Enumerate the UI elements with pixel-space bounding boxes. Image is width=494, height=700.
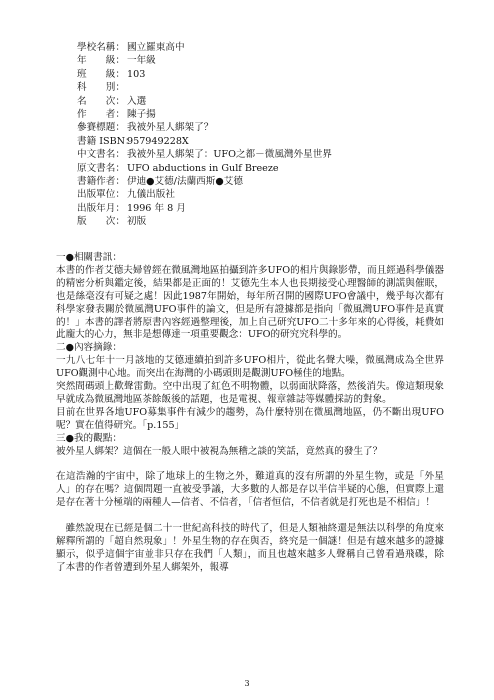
- meta-label: 作 者：: [77, 108, 125, 120]
- meta-row: [77, 188, 437, 201]
- body-paragraph: 三●我的觀點：: [56, 432, 122, 444]
- meta-label: 出版單位：: [77, 189, 125, 201]
- meta-row: [77, 148, 437, 161]
- meta-value: 我被外星人綁架了？: [127, 122, 214, 134]
- meta-label: 班 級：: [77, 68, 125, 80]
- meta-value: 陳子揚: [127, 108, 156, 120]
- body-paragraph: 本書的作者艾德夫婦曾經在微風灣地區拍攝到許多UFO的相片與錄影帶，而且經過科學儀器的精密分析與鑑定後，結果都是正面的！艾德先生本人也長期接受心理醫師的測謊與催眠，也是絲毫沒有可疑之處！因此1987年開始，每年所召開的國際UFO會議中，幾乎每次都有科學家發表關於微風灣UFO事件的論文，但是所有證據都是指向「微風灣UFO事件是真實的！」本書的譯者將原書內容經過整理後，加上自己研究UFO二十多年來的心得後，耗費如此龐大的心力，無非是想傳達一項重要觀念：UFO的研究究科學的。: [56, 264, 444, 341]
- meta-label: 版 次：: [77, 216, 125, 228]
- meta-row: [77, 68, 437, 81]
- meta-value: 伊迪●艾德/法蘭西斯●艾德: [127, 175, 243, 187]
- meta-label: 原文書名：: [77, 162, 125, 174]
- meta-value: 國立羅東高中: [127, 42, 185, 53]
- meta-value: 1996 年 8 月: [127, 202, 186, 214]
- meta-row: [77, 162, 437, 175]
- meta-value: 入選: [127, 95, 147, 107]
- body-paragraph: 一●相關書訊：: [56, 252, 122, 263]
- meta-row: [77, 54, 437, 67]
- meta-value: 957949228X: [127, 135, 189, 147]
- meta-row: [77, 215, 437, 228]
- meta-label: 年 級：: [77, 55, 125, 67]
- entry-metadata: [77, 41, 437, 228]
- meta-label: 書籍 ISBN：: [77, 135, 135, 147]
- meta-label: 書籍作者：: [77, 175, 125, 187]
- meta-row: [77, 108, 437, 121]
- meta-value: 一年級: [127, 55, 156, 67]
- body-paragraph: 突然間碼頭上歡聲雷動。空中出現了紅色不明物體，以弱面狀降落，然後消失。像這類現象早就成為微風灣地區茶餘飯後的話題，也是電視、報章雜誌等媒體採訪的對象。: [56, 381, 444, 405]
- meta-row: [77, 135, 437, 148]
- meta-value: UFO abductions in Gulf Breeze: [127, 162, 279, 174]
- body-paragraph: 目前在世界各地UFO募集事件有減少的趨勢，為什麼特別在微風灣地區，仍不斷出現UFO呢？實在值得研究。「p.155」: [56, 406, 444, 431]
- meta-value: 103: [127, 68, 146, 80]
- report-body: [56, 252, 444, 575]
- meta-value: 初版: [127, 216, 147, 228]
- body-paragraph: 二●內容摘錄：: [56, 342, 122, 354]
- meta-value: 我被外星人綁架了：UFO之都－微風灣外星世界: [127, 149, 332, 161]
- meta-row: [77, 202, 437, 215]
- meta-row: [77, 175, 437, 188]
- body-paragraph: 雖然說現在已經是個二十一世紀高科技的時代了，但是人類袖終還是無法以科學的角度來解釋所謂的「超自然現象」！外星生物的存在與否，終究是一個謎！但是有越來越多的證據顯示，似乎這個宇宙並非只存在我們「人類」，而且也越來越多人聲稱自己曾看過飛碟，除了本書的作者曾遭到外星人綁架外，報導: [56, 523, 444, 573]
- meta-row: [77, 81, 437, 94]
- meta-row: [77, 41, 437, 54]
- meta-value: 九儀出版社: [127, 189, 175, 201]
- body-paragraph: 一九八七年十一月該地的艾德連續拍到許多UFO相片，從此名聲大噪，微風灣成為全世界UFO觀測中心地。而突出在海灣的小碼頭則是觀測UFO極佳的地點。: [56, 355, 444, 380]
- body-paragraph: 在這浩瀚的宇宙中，除了地球上的生物之外，難道真的沒有所謂的外星生物，或是「外星人」的存在嗎？這個問題一直被受爭議，大多數的人都是存以半信半疑的心態，但實際上還是存在著十分極端的兩種人—信者、不信者，「信者恒信，不信者就是打死也是不相信」！: [56, 471, 444, 509]
- meta-label: 出版年月：: [77, 202, 125, 214]
- meta-label: 學校名稱：: [77, 42, 125, 53]
- meta-row: [77, 95, 437, 108]
- meta-label: 中文書名：: [77, 149, 125, 161]
- body-paragraph: 被外星人綁架？這個在一般人眼中被視為無稽之談的笑話，竟然真的發生了？: [56, 445, 383, 457]
- meta-row: [77, 121, 437, 134]
- page-number: 3: [244, 679, 250, 688]
- meta-label: 名 次：: [77, 95, 125, 107]
- meta-label: 科 別：: [77, 82, 125, 94]
- meta-label: 參賽標題：: [77, 122, 125, 134]
